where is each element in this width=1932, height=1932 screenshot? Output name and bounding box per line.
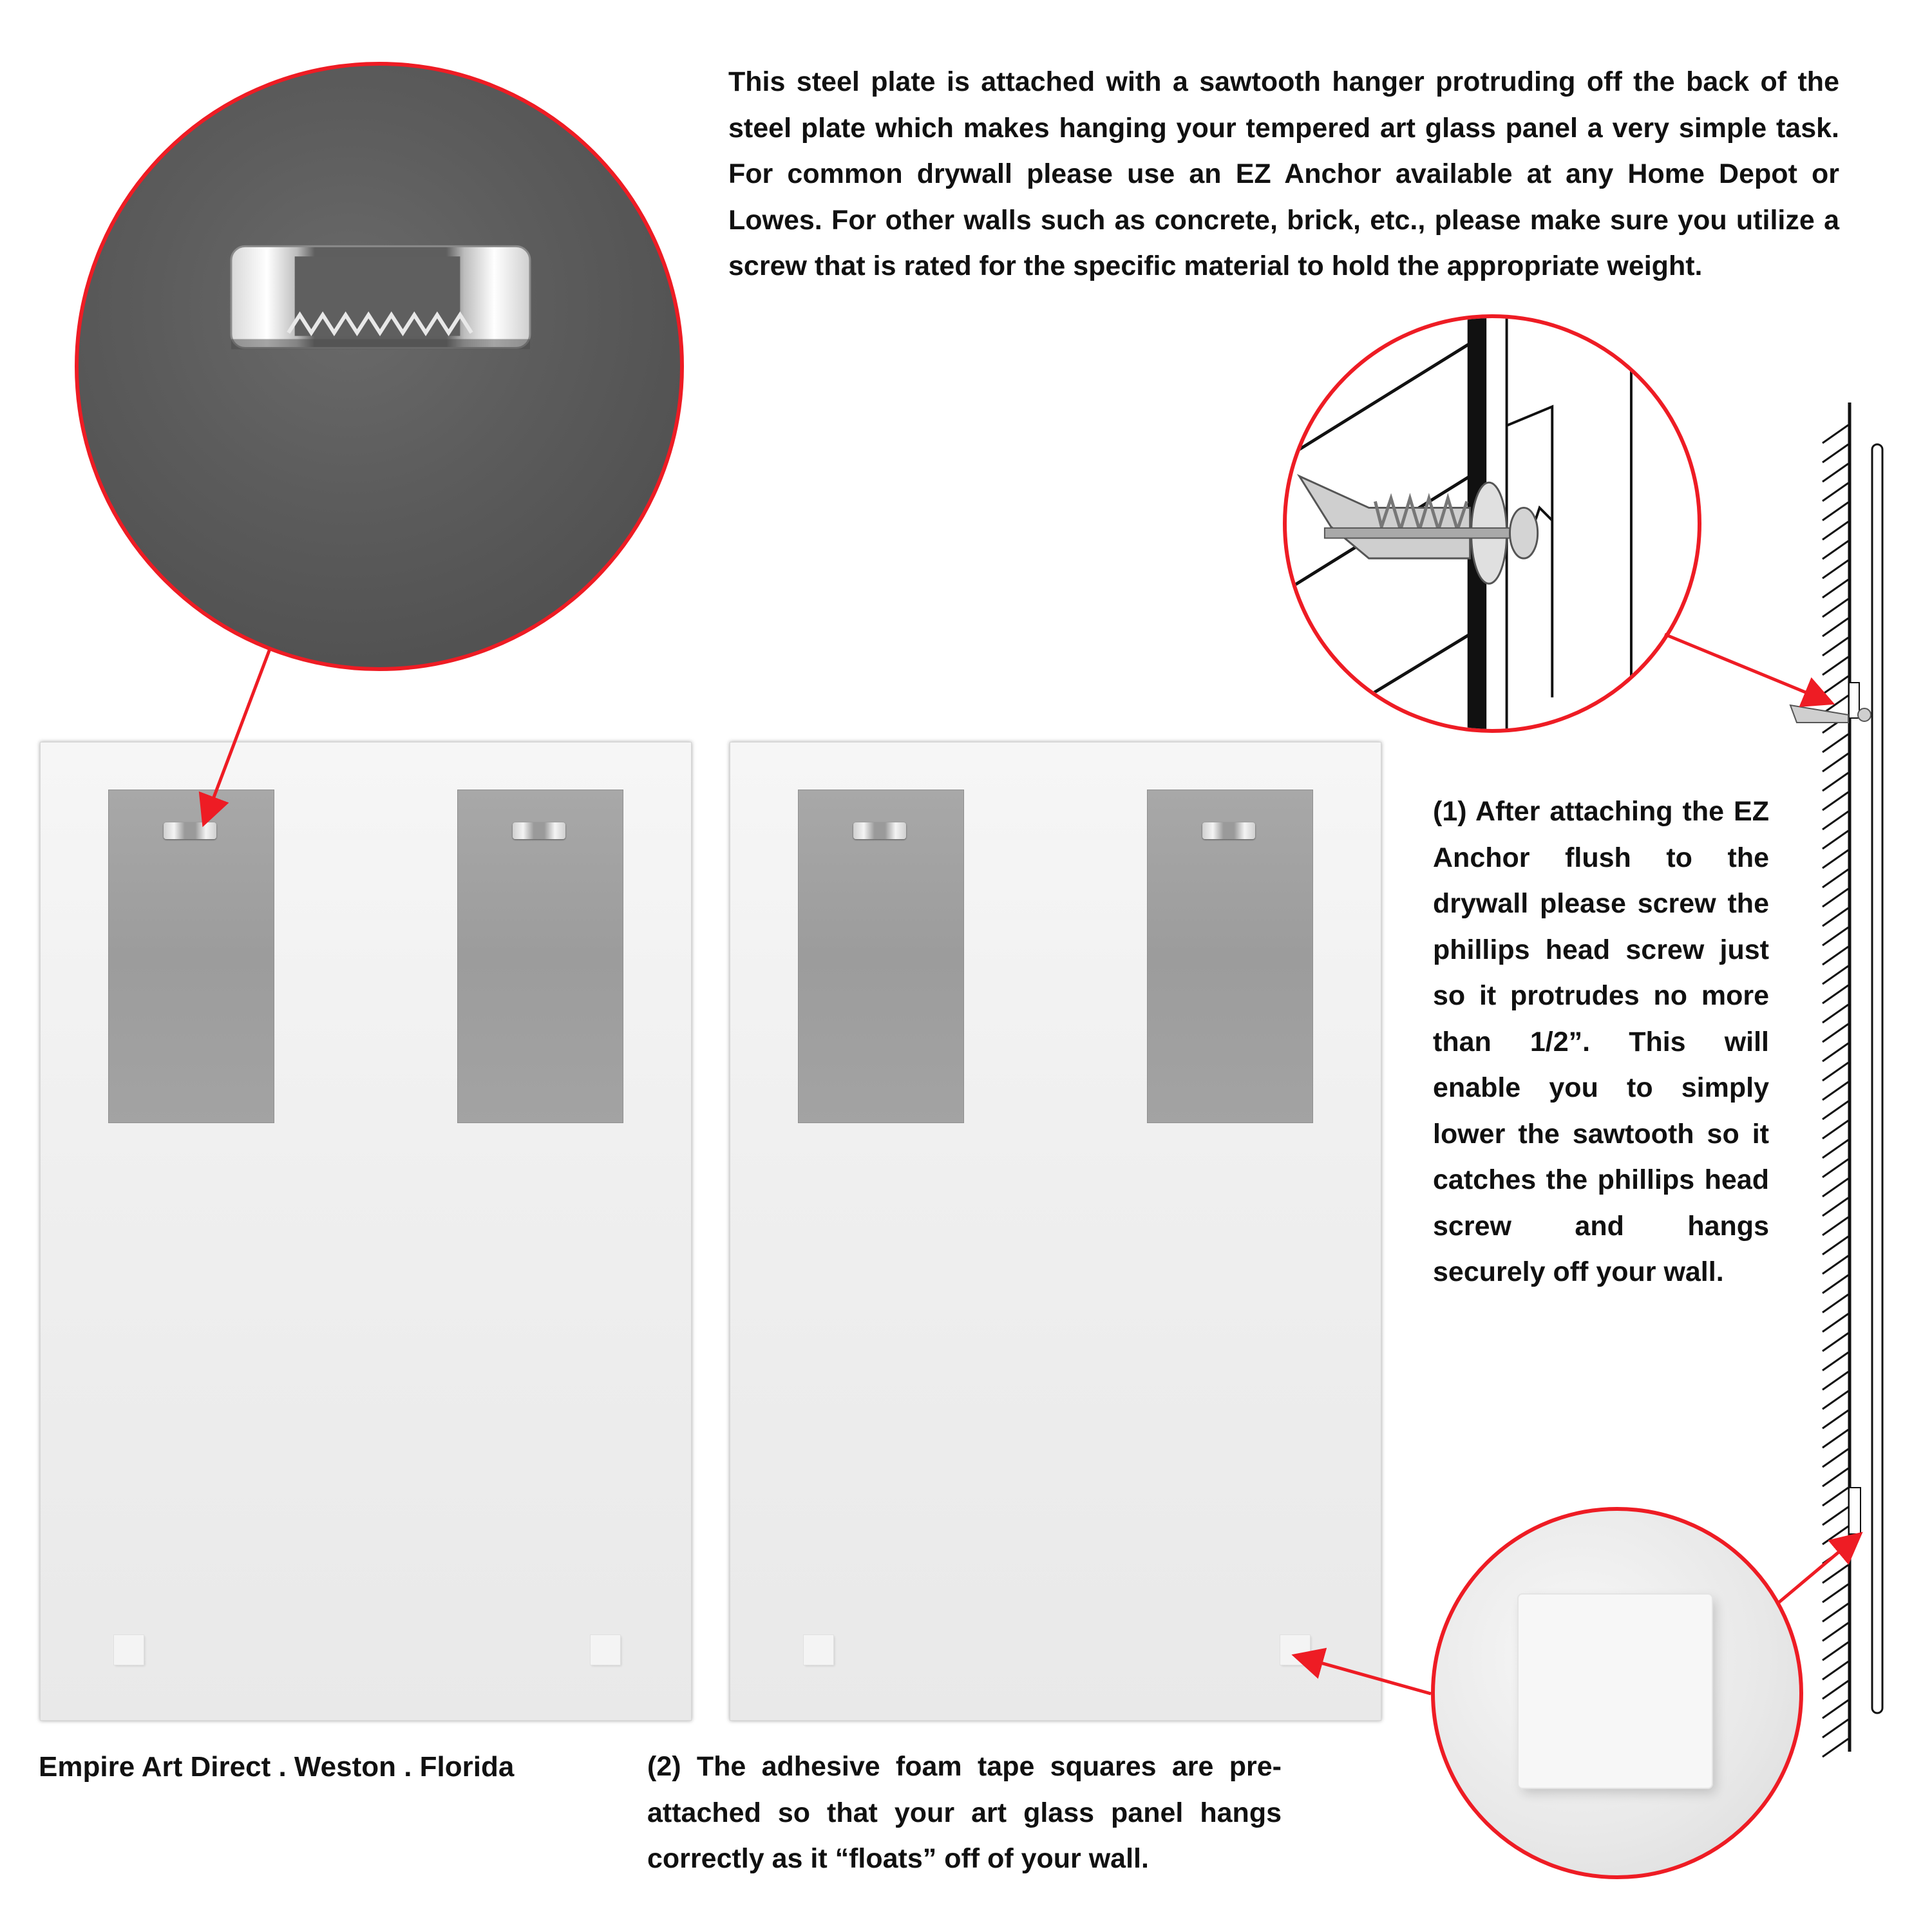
glass-panel-back-left <box>40 742 692 1721</box>
steel-plate <box>108 790 274 1123</box>
sawtooth-hanger-icon <box>164 822 216 839</box>
foam-tape-square <box>114 1635 144 1665</box>
ez-anchor-zoom <box>1283 314 1701 733</box>
ez-anchor-closeup <box>1287 318 1698 729</box>
step-2-instructions: (2) The adhesive foam tape squares are pre-attached so that your art glass panel hangs correctly as it “floats” off of your wall. <box>647 1751 1282 1874</box>
sawtooth-hanger-icon <box>513 822 565 839</box>
intro-paragraph: This steel plate is attached with a sawtooth hanger protruding off the back of the steel plate which makes hanging your tempered art glass panel a very simple task. For common drywall please use an EZ Anchor available at any Home Depot or Lowes. For other walls such as concrete, brick, etc., please make sure you utilize a screw that is rated for the specific material to hold the appropriate weight. <box>728 66 1839 281</box>
arrow-foam-to-wall <box>1777 1536 1858 1604</box>
step-1-instructions: (1) After attaching the EZ Anchor flush to the drywall please screw the phillips head screw just so it protrudes no more than 1/2”. This will enable you to simply lower the sawtooth so it catches the phillips head screw and hangs securely off your wall. <box>1433 796 1769 1287</box>
steel-plate <box>457 790 623 1123</box>
glass-panel-back-right <box>730 742 1381 1721</box>
steel-plate <box>1147 790 1313 1123</box>
sawtooth-hanger-icon <box>1202 822 1255 839</box>
sawtooth-hanger-zoom <box>75 62 684 671</box>
foam-tape-square <box>804 1635 833 1665</box>
sawtooth-hanger-closeup <box>79 66 680 667</box>
sawtooth-hanger-icon <box>853 822 906 839</box>
steel-plate <box>798 790 964 1123</box>
foam-tape-zoom <box>1431 1507 1803 1879</box>
foam-tape-square <box>1280 1635 1310 1665</box>
foam-tape-square <box>591 1635 620 1665</box>
foam-tape-square-closeup <box>1519 1595 1712 1788</box>
company-credit: Empire Art Direct . Weston . Florida <box>39 1751 515 1783</box>
